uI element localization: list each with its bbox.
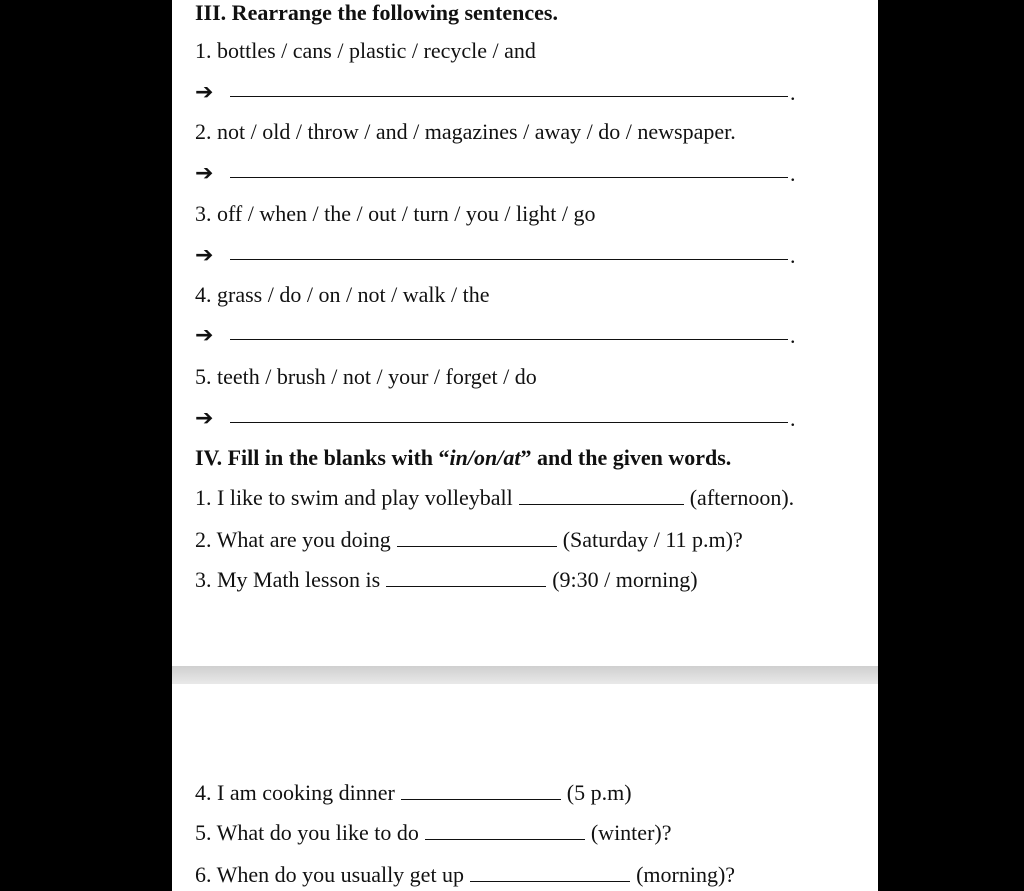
rearrange-item-2: 2. not / old / throw / and / magazines / away / do / newspaper.: [195, 119, 736, 144]
fill-blank[interactable]: [386, 585, 546, 587]
rearrange-item-1: 1. bottles / cans / plastic / recycle / and: [195, 38, 536, 63]
fill-item-4: 4. I am cooking dinner (5 p.m): [195, 780, 632, 805]
page-separator: [172, 666, 878, 684]
arrow-icon: ➔: [195, 243, 214, 268]
period: .: [790, 161, 796, 186]
period: .: [790, 406, 796, 431]
period: .: [790, 243, 796, 268]
section-4-title: IV. Fill in the blanks with “in/on/at” and the given words.: [195, 445, 732, 470]
fill-item-1: 1. I like to swim and play volleyball (afternoon).: [195, 485, 795, 510]
answer-row-5[interactable]: [195, 406, 805, 432]
answer-line[interactable]: [230, 96, 788, 97]
fill-item-6: 6. When do you usually get up (morning)?: [195, 862, 736, 887]
answer-row-2[interactable]: [195, 161, 805, 187]
fill-blank[interactable]: [401, 798, 561, 800]
fill-item-2: 2. What are you doing (Saturday / 11 p.m)?: [195, 527, 743, 552]
fill-blank[interactable]: [425, 838, 585, 840]
rearrange-item-3: 3. off / when / the / out / turn / you / light / go: [195, 201, 596, 226]
answer-row-1[interactable]: [195, 80, 805, 106]
period: .: [790, 323, 796, 348]
answer-row-4[interactable]: [195, 323, 805, 349]
arrow-icon: ➔: [195, 406, 214, 431]
fill-item-5: 5. What do you like to do (winter)?: [195, 820, 672, 845]
rearrange-item-5: 5. teeth / brush / not / your / forget / do: [195, 364, 537, 389]
answer-line[interactable]: [230, 177, 788, 178]
answer-line[interactable]: [230, 339, 788, 340]
arrow-icon: ➔: [195, 80, 214, 105]
fill-blank[interactable]: [470, 880, 630, 882]
rearrange-item-4: 4. grass / do / on / not / walk / the: [195, 282, 490, 307]
answer-line[interactable]: [230, 259, 788, 260]
answer-line[interactable]: [230, 422, 788, 423]
fill-blank[interactable]: [397, 545, 557, 547]
answer-row-3[interactable]: [195, 243, 805, 269]
arrow-icon: ➔: [195, 323, 214, 348]
fill-item-3: 3. My Math lesson is (9:30 / morning): [195, 567, 698, 592]
section-3-title: III. Rearrange the following sentences.: [195, 0, 558, 25]
period: .: [790, 80, 796, 105]
arrow-icon: ➔: [195, 161, 214, 186]
fill-blank[interactable]: [519, 503, 684, 505]
